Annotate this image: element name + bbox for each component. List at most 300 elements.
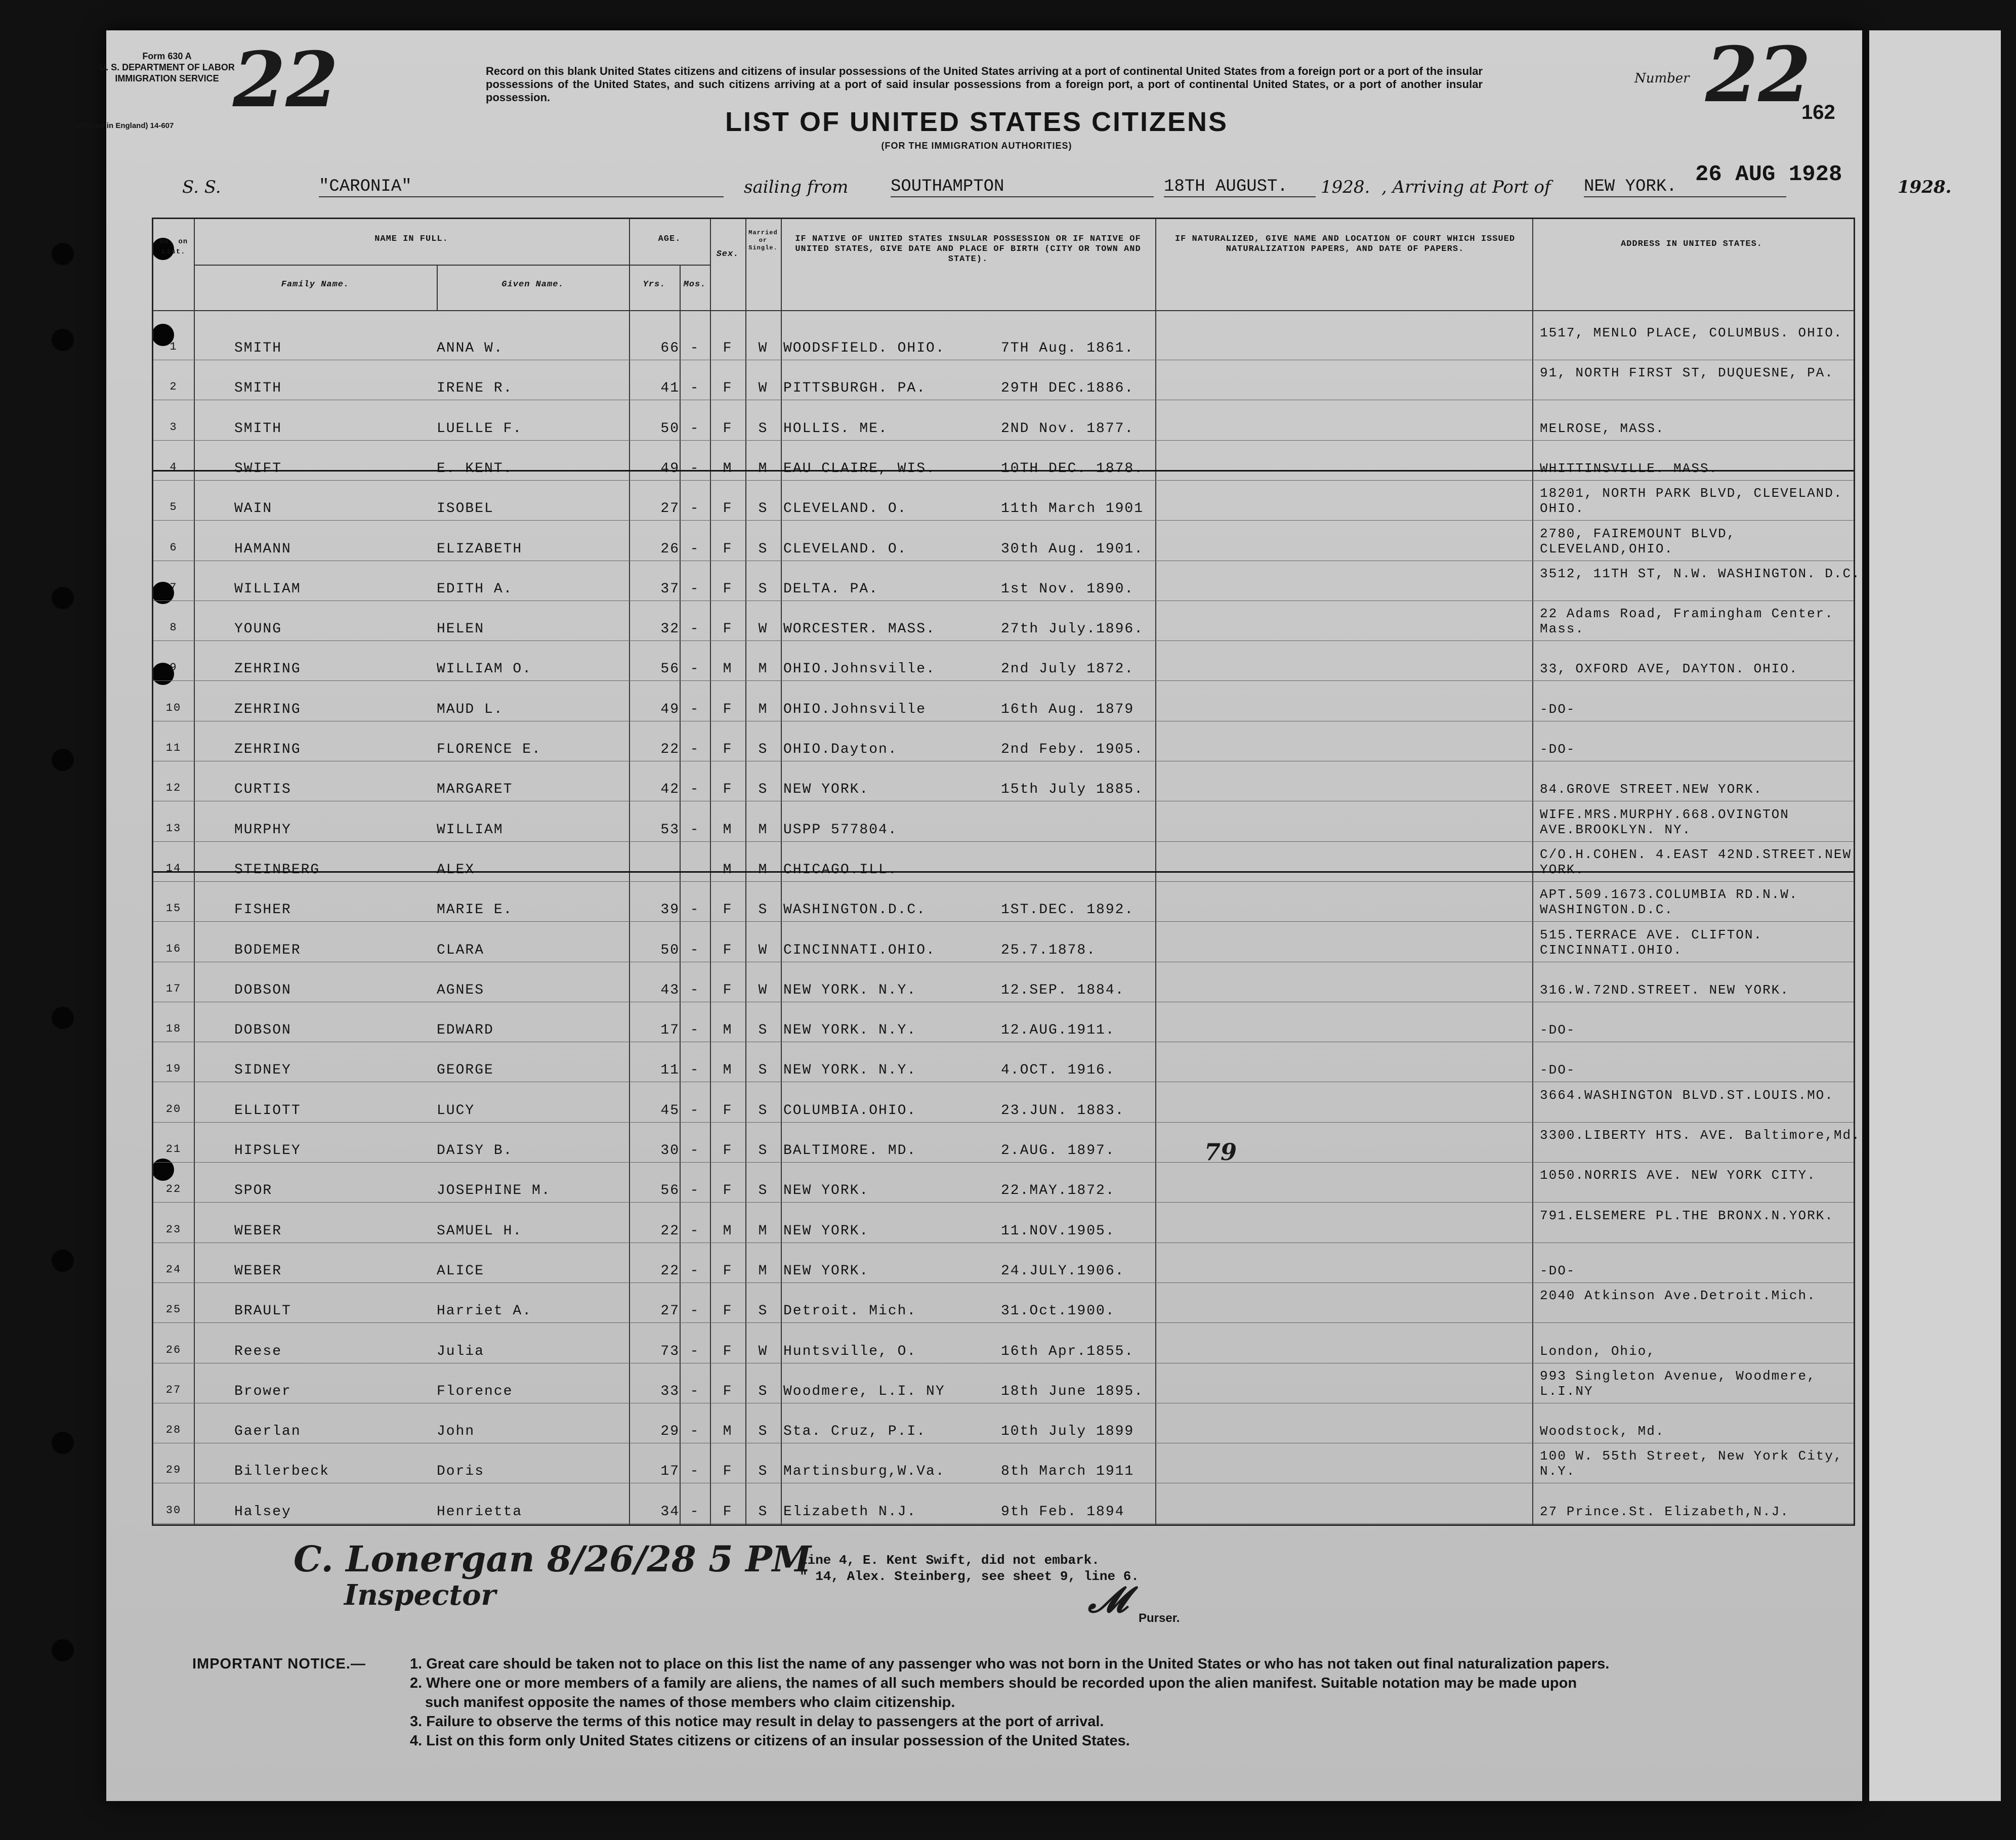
age-years: 42 [660,782,680,798]
sex: F [723,380,733,397]
table-row [153,1363,1854,1404]
age-years: 37 [660,581,680,597]
sex: F [723,541,733,557]
age-years: 49 [660,701,680,717]
row-number: 25 [165,1303,182,1316]
family-name: HIPSLEY [234,1143,301,1159]
age-years: 49 [660,460,680,477]
age-years: 66 [660,340,680,356]
table-row [153,882,1854,922]
table-row [153,1403,1854,1444]
row-number: 27 [165,1383,182,1396]
address: 33, OXFORD AVE, DAYTON. OHIO. [1540,661,1798,677]
birth-date: 18th June 1895. [1001,1383,1144,1399]
given-name: MAUD L. [437,701,503,717]
service: IMMIGRATION SERVICE [115,73,219,83]
age-months: - [690,701,700,717]
address: MELROSE, MASS. [1540,420,1665,436]
birth-date: 1ST.DEC. 1892. [1001,902,1135,918]
address: 316.W.72ND.STREET. NEW YORK. [1540,982,1789,998]
sex: F [723,701,733,717]
given-name: WILLIAM O. [437,661,532,677]
sex: F [723,621,733,637]
marital-status: M [758,460,768,477]
marital-status: S [758,782,768,798]
age-months: - [690,1143,700,1159]
age-months: - [690,1504,700,1520]
table-row [153,1083,1854,1123]
purser-signature: 𝓜 [1088,1578,1128,1620]
address: -DO- [1540,701,1576,717]
family-name: MURPHY [234,822,291,838]
given-name: GEORGE [437,1062,494,1079]
table-row [153,1323,1854,1364]
age-months: - [690,1424,700,1440]
family-name: HAMANN [234,541,291,557]
marital-status: M [758,1263,768,1279]
col-family: Family Name. [281,280,350,289]
given-name: DAISY B. [437,1143,513,1159]
age-months: - [690,942,700,958]
address: 791.ELSEMERE PL.THE BRONX.N.YORK. [1540,1208,1834,1223]
birth-place: WASHINGTON.D.C. [783,902,927,918]
punch-hole [52,329,74,351]
sex: M [723,1022,733,1039]
row-number: 21 [165,1143,182,1156]
address: C/O.H.COHEN. 4.EAST 42ND.STREET.NEW YORK. [1540,846,1852,877]
family-name: SWIFT [234,460,282,477]
birth-place: CHICAGO.ILL. [783,862,898,878]
marital-status: S [758,1143,768,1159]
row-number: 16 [165,942,182,955]
given-name: Florence [437,1383,513,1399]
age-years: 73 [660,1343,680,1359]
age-years: 56 [660,661,680,677]
row-number: 22 [165,1183,182,1196]
birth-place: USPP 577804. [783,822,898,838]
printed-note: (Printed in England) 14-607 [76,121,174,130]
inspector-signature: C. Lonergan 8/26/28 5 PM [293,1538,812,1580]
sex: M [723,822,733,838]
marital-status: S [758,902,768,918]
marital-status: S [758,742,768,757]
marital-status: W [758,942,768,958]
age-years: 50 [660,942,680,958]
sex: F [723,782,733,798]
age-years: 27 [660,1303,680,1319]
given-name: Julia [437,1343,485,1359]
sex: F [723,581,733,597]
address: 84.GROVE STREET.NEW YORK. [1540,782,1763,797]
row-number: 17 [165,982,182,995]
marital-status: S [758,1183,768,1199]
birth-place: NEW YORK. N.Y. [783,1062,917,1079]
marital-status: S [758,1022,768,1039]
annotation-79: 79 [1204,1138,1237,1166]
age-years: 22 [660,1263,680,1279]
address: 3664.WASHINGTON BLVD.ST.LOUIS.MO. [1540,1087,1834,1103]
col-yrs: Yrs. [643,280,666,289]
given-name: AGNES [437,982,485,998]
age-months: - [690,1062,700,1079]
sheet-edge [1869,30,2001,1801]
birth-date: 25.7.1878. [1001,942,1097,958]
family-name: SMITH [234,340,282,356]
table-row [153,922,1854,963]
address: Woodstock, Md. [1540,1424,1665,1439]
birth-date: 12.SEP. 1884. [1001,982,1125,998]
row-number: 20 [165,1102,182,1116]
row-number: 5 [170,501,178,514]
ss-label: S. S. [182,177,221,197]
row-number: 13 [165,822,182,835]
citizens-table [152,218,1861,1526]
punch-hole [52,1007,74,1029]
address: 3300.LIBERTY HTS. AVE. Baltimore,Md. [1540,1128,1861,1143]
given-name: FLORENCE E. [437,742,541,757]
given-name: E. KENT. [437,460,513,477]
age-months: - [690,420,700,437]
arrival-port: NEW YORK. [1584,177,1786,197]
age-months: - [690,1183,700,1199]
address: 2780, FAIREMOUNT BLVD, CLEVELAND,OHIO. [1540,526,1736,557]
row-number: 18 [165,1022,182,1036]
table-row [153,802,1854,842]
marital-status: S [758,581,768,597]
row-number: 15 [165,902,182,915]
notice-item-2: 2. Where one or more members of a family are aliens, the names of all such members should be recorded upon the alien manifest. Suitable notation may be made upon [410,1675,1577,1691]
table-row [153,1283,1854,1323]
family-name: SIDNEY [234,1062,291,1079]
given-name: LUELLE F. [437,420,523,437]
row-number: 8 [170,621,178,634]
address: 1517, MENLO PLACE, COLUMBUS. OHIO. [1540,325,1843,340]
age-years: 26 [660,541,680,557]
intro-text: Record on this blank United States citizens and citizens of insular possessions of the United States arriving at a port of continental United States from a foreign port or a port of the insular possessions of the United States, and such citizens arriving at a port of said insular possessions from a foreign port, a port of continental United States, or a port of another insular possession. [486,65,1483,104]
family-name: DOBSON [234,1022,291,1039]
birth-place: CLEVELAND. O. [783,501,907,517]
sex: F [723,742,733,757]
birth-place: Huntsville, O. [783,1343,917,1359]
family-name: ZEHRING [234,661,301,677]
sex: F [723,1383,733,1399]
age-years: 32 [660,621,680,637]
birth-place: Martinsburg,W.Va. [783,1464,945,1480]
marital-status: S [758,1062,768,1079]
col-birth: IF NATIVE OF UNITED STATES INSULAR POSSESSION OR IF NATIVE OF UNITED STATES, GIVE DATE AND PLACE OF BIRTH (CITY OR TOWN AND STATE). [795,234,1141,264]
birth-date: 29TH DEC.1886. [1001,380,1135,397]
table-row [153,721,1854,762]
note-line-4: Line 4, E. Kent Swift, did not embark. [800,1553,1100,1568]
marital-status: W [758,621,768,637]
address: -DO- [1540,1022,1576,1038]
notice-item-3: 3. Failure to observe the terms of this notice may result in delay to passengers at the port of arrival. [410,1714,1104,1730]
sailing-year: 1928. [1321,177,1370,197]
department: U. S. DEPARTMENT OF LABOR [99,62,235,72]
sex: F [723,1143,733,1159]
birth-place: NEW YORK. [783,1263,869,1279]
birth-date: 30th Aug. 1901. [1001,541,1144,557]
row-number: 28 [165,1424,182,1437]
birth-place: EAU CLAIRE, WIS. [783,460,936,477]
given-name: WILLIAM [437,822,503,838]
birth-place: WOODSFIELD. OHIO. [783,340,945,356]
age-months: - [690,621,700,637]
address: 100 W. 55th Street, New York City, N.Y. [1540,1448,1843,1479]
address: 3512, 11TH ST, N.W. WASHINGTON. D.C. [1540,566,1861,581]
punch-hole [52,587,74,609]
given-name: ELIZABETH [437,541,523,557]
row-number: 2 [170,380,178,394]
marital-status: M [758,1223,768,1239]
table-row [153,842,1854,882]
given-name: HELEN [437,621,485,637]
address: WIFE.MRS.MURPHY.668.OVINGTON AVE.BROOKLYN. NY. [1540,806,1789,837]
marital-status: S [758,1504,768,1520]
sex: F [723,1464,733,1480]
given-name: John [437,1424,475,1440]
family-name: BRAULT [234,1303,291,1319]
given-name: ALICE [437,1263,485,1279]
table-row [153,401,1854,441]
given-name: EDITH A. [437,581,513,597]
row-number: 29 [165,1464,182,1477]
table-row [153,1002,1854,1043]
age-years: 34 [660,1504,680,1520]
age-months: - [690,581,700,597]
table-row [153,601,1854,641]
marital-status: S [758,1424,768,1440]
birth-date: 2nd Feby. 1905. [1001,742,1144,757]
birth-date: 24.JULY.1906. [1001,1263,1125,1279]
age-months: - [690,782,700,798]
row-number: 3 [170,420,178,434]
birth-date: 31.Oct.1900. [1001,1303,1115,1319]
age-months: - [690,982,700,998]
important-notice [192,1654,1852,1750]
col-address: ADDRESS IN UNITED STATES. [1620,239,1763,249]
given-name: Doris [437,1464,485,1480]
address: 91, NORTH FIRST ST, DUQUESNE, PA. [1540,365,1834,381]
birth-date: 11th March 1901 [1001,501,1144,517]
age-years: 27 [660,501,680,517]
sex: F [723,902,733,918]
birth-date: 16th Apr.1855. [1001,1343,1135,1359]
birth-place: CINCINNATI.OHIO. [783,942,936,958]
family-name: ZEHRING [234,742,301,757]
page-title: LIST OF UNITED STATES CITIZENS [725,107,1228,137]
sex: F [723,501,733,517]
strike-through [153,871,1854,873]
sailing-label: sailing from [744,177,849,197]
marital-status: W [758,1343,768,1359]
age-years: 39 [660,902,680,918]
address: APT.509.1673.COLUMBIA RD.N.W. WASHINGTON.D.C. [1540,887,1798,918]
given-name: CLARA [437,942,485,958]
address: 515.TERRACE AVE. CLIFTON. CINCINNATI.OHIO. [1540,927,1763,958]
family-name: CURTIS [234,782,291,798]
birth-date: 8th March 1911 [1001,1464,1135,1480]
address: -DO- [1540,742,1576,757]
marital-status: M [758,661,768,677]
sex: F [723,1504,733,1520]
address: 2040 Atkinson Ave.Detroit.Mich. [1540,1288,1816,1304]
address: London, Ohio, [1540,1343,1656,1359]
given-name: EDWARD [437,1022,494,1039]
table-row [153,681,1854,722]
departure-port: SOUTHAMPTON [891,177,1154,197]
sex: F [723,420,733,437]
col-given: Given Name. [501,280,564,289]
punch-hole [52,1250,74,1272]
family-name: WILLIAM [234,581,301,597]
family-name: Brower [234,1383,291,1399]
arrival-stamp: 26 AUG 1928 [1695,162,1842,187]
age-months: - [690,380,700,397]
birth-place: Woodmere, L.I. NY [783,1383,945,1399]
birth-date: 9th Feb. 1894 [1001,1504,1125,1520]
birth-date: 10th July 1899 [1001,1424,1135,1440]
sex: M [723,460,733,477]
given-name: Henrietta [437,1504,523,1520]
sex: M [723,1062,733,1079]
age-years: 29 [660,1424,680,1440]
given-name: ANNA W. [437,340,503,356]
marital-status: W [758,380,768,397]
address: 993 Singleton Avenue, Woodmere, L.I.NY [1540,1368,1816,1399]
row-number: 7 [170,581,178,594]
punch-hole [52,1639,74,1661]
punch-hole [52,1432,74,1454]
marital-status: S [758,420,768,437]
age-years: 17 [660,1022,680,1039]
family-name: DOBSON [234,982,291,998]
family-name: WAIN [234,501,273,517]
birth-place: BALTIMORE. MD. [783,1143,917,1159]
address: 1050.NORRIS AVE. NEW YORK CITY. [1540,1168,1816,1183]
sex: F [723,1102,733,1119]
birth-place: NEW YORK. N.Y. [783,1022,917,1039]
notice-item-1: 1. Great care should be taken not to place on this list the name of any passenger who was not born in the United States or who has not taken out final naturalization papers. [410,1656,1610,1672]
row-number: 10 [165,701,182,714]
table-row [153,1443,1854,1484]
given-name: ALEX [437,862,475,878]
birth-place: NEW YORK. [783,782,869,798]
birth-place: OHIO.Johnsville. [783,661,936,677]
ship-name: "CARONIA" [319,177,724,197]
birth-date: 22.MAY.1872. [1001,1183,1115,1199]
col-mos: Mos. [683,280,706,289]
age-months: - [690,460,700,477]
family-name: FISHER [234,902,291,918]
arriving-label: , Arriving at Port of [1381,177,1551,197]
age-years: 45 [660,1102,680,1119]
birth-date: 2.AUG. 1897. [1001,1143,1115,1159]
row-number: 4 [170,460,178,474]
birth-place: PITTSBURGH. PA. [783,380,927,397]
table-row [153,360,1854,401]
birth-place: HOLLIS. ME. [783,420,888,437]
row-number: 24 [165,1263,182,1276]
marital-status: M [758,822,768,838]
age-months: - [690,1022,700,1039]
table-row [153,481,1854,521]
family-name: YOUNG [234,621,282,637]
table-row [153,962,1854,1003]
sex: F [723,1303,733,1319]
age-years: 22 [660,742,680,757]
col-name: NAME IN FULL. [374,234,448,244]
age-months: - [690,902,700,918]
birth-place: Elizabeth N.J. [783,1504,917,1520]
sex: F [723,1183,733,1199]
birth-date: 4.OCT. 1916. [1001,1062,1115,1079]
birth-date: 11.NOV.1905. [1001,1223,1115,1239]
table-row [153,521,1854,562]
age-months: - [690,1303,700,1319]
sex: F [723,1343,733,1359]
birth-date: 10TH DEC. 1878. [1001,460,1144,477]
voyage-line [167,162,1952,207]
age-months: - [690,340,700,356]
birth-date: 2nd July 1872. [1001,661,1135,677]
marital-status: M [758,701,768,717]
sex: F [723,1263,733,1279]
page-subtitle: (FOR THE IMMIGRATION AUTHORITIES) [881,141,1072,151]
family-name: Billerbeck [234,1464,330,1480]
given-name: Harriet A. [437,1303,532,1319]
family-name: WEBER [234,1263,282,1279]
address: -DO- [1540,1263,1576,1278]
table-row [153,761,1854,802]
family-name: ELLIOTT [234,1102,301,1119]
note-line-14: " 14, Alex. Steinberg, see sheet 9, line 6. [800,1569,1139,1584]
row-number: 12 [165,782,182,795]
address: -DO- [1540,1062,1576,1078]
family-name: STEINBERG [234,862,320,878]
family-name: ZEHRING [234,701,301,717]
age-years: 22 [660,1223,680,1239]
marital-status: S [758,541,768,557]
inspector-role: Inspector [344,1578,496,1612]
purser-label: Purser. [1139,1611,1180,1625]
age-months: - [690,541,700,557]
handwritten-number-left: 22 [233,35,339,124]
table-row [153,1163,1854,1203]
row-number: 6 [170,541,178,554]
marital-status: S [758,1383,768,1399]
birth-place: CLEVELAND. O. [783,541,907,557]
notice-lead: IMPORTANT NOTICE.— [192,1656,366,1672]
given-name: JOSEPHINE M. [437,1183,551,1199]
birth-date: 23.JUN. 1883. [1001,1102,1125,1119]
birth-place: Sta. Cruz, P.I. [783,1424,927,1440]
sex: F [723,340,733,356]
table-row [153,320,1854,361]
table-row [153,1042,1854,1083]
row-number: 30 [165,1504,182,1517]
age-years: 17 [660,1464,680,1480]
birth-date: 12.AUG.1911. [1001,1022,1115,1039]
page-number: 162 [1801,101,1835,123]
age-months: - [690,742,700,757]
table-row [153,1123,1861,1163]
given-name: MARGARET [437,782,513,798]
birth-place: WORCESTER. MASS. [783,621,936,637]
family-name: BODEMER [234,942,301,958]
family-name: Halsey [234,1504,291,1520]
col-sex: Sex. [716,249,739,259]
